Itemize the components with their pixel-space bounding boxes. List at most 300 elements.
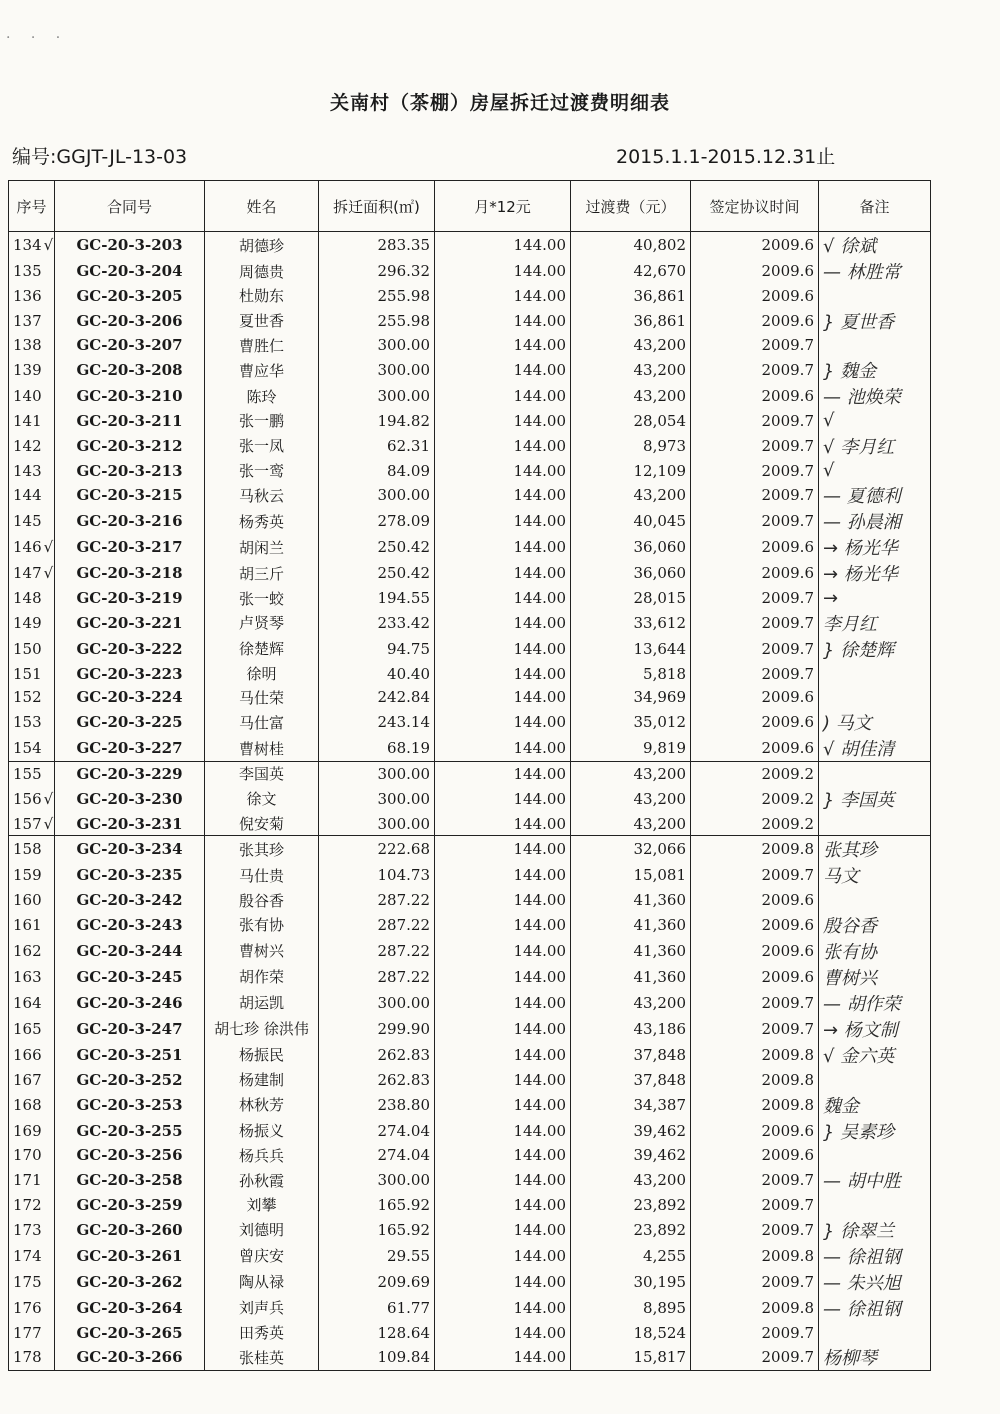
- row-name: 张桂英: [205, 1344, 319, 1371]
- row-monthly: 144.00: [435, 836, 571, 863]
- row-contract: GC-20-3-261: [55, 1243, 205, 1269]
- row-date: 2009.7: [691, 990, 819, 1016]
- row-seq-number: 170: [13, 1146, 42, 1165]
- row-monthly: 144.00: [435, 357, 571, 383]
- row-seq: [9, 610, 55, 636]
- row-seq: [9, 636, 55, 662]
- row-seq: [9, 258, 55, 284]
- row-area: 287.22: [319, 938, 435, 964]
- table-row: [9, 662, 931, 686]
- row-seq-number: 174: [13, 1246, 42, 1265]
- row-contract: GC-20-3-229: [55, 762, 205, 786]
- row-monthly: 144.00: [435, 459, 571, 483]
- row-area: 300.00: [319, 357, 435, 383]
- row-name: 刘攀: [205, 1193, 319, 1217]
- checkmark-icon: √: [43, 789, 54, 808]
- row-fee: 43,200: [571, 482, 691, 508]
- table-row: [9, 383, 931, 409]
- row-area: 194.55: [319, 586, 435, 610]
- table-row: [9, 636, 931, 662]
- row-seq: [9, 1269, 55, 1295]
- table-row: [9, 308, 931, 334]
- row-seq: [9, 990, 55, 1016]
- row-seq-number: 148: [13, 589, 42, 608]
- row-note: ) 马文: [819, 709, 931, 735]
- row-date: 2009.7: [691, 662, 819, 686]
- row-date: 2009.7: [691, 1344, 819, 1371]
- table-row: [9, 1321, 931, 1345]
- row-note: √ 胡佳清: [819, 735, 931, 762]
- row-area: 287.22: [319, 912, 435, 938]
- row-fee: 41,360: [571, 888, 691, 912]
- row-seq: [9, 433, 55, 459]
- col-header-fee: 过渡费（元）: [571, 181, 691, 232]
- row-seq-number: 159: [13, 866, 42, 885]
- row-fee: 4,255: [571, 1243, 691, 1269]
- row-seq-number: 141: [13, 411, 42, 430]
- table-row: [9, 1344, 931, 1371]
- row-monthly: 144.00: [435, 1167, 571, 1193]
- row-date: 2009.8: [691, 1042, 819, 1068]
- table-row: [9, 1243, 931, 1269]
- row-seq: [9, 459, 55, 483]
- table-row: [9, 1144, 931, 1168]
- row-contract: GC-20-3-212: [55, 433, 205, 459]
- row-seq-number: 135: [13, 262, 42, 280]
- row-fee: 43,186: [571, 1016, 691, 1042]
- table-header-row: [9, 181, 931, 232]
- row-name: 胡运凯: [205, 990, 319, 1016]
- row-seq-number: 139: [13, 361, 42, 380]
- row-fee: 35,012: [571, 709, 691, 735]
- row-name: 杨秀英: [205, 508, 319, 534]
- row-monthly: 144.00: [435, 610, 571, 636]
- row-area: 165.92: [319, 1217, 435, 1243]
- row-fee: 37,848: [571, 1068, 691, 1092]
- row-note: 杨柳琴: [819, 1344, 931, 1371]
- row-seq: [9, 1167, 55, 1193]
- row-monthly: 144.00: [435, 662, 571, 686]
- row-area: 242.84: [319, 686, 435, 710]
- row-contract: GC-20-3-245: [55, 964, 205, 990]
- row-seq: [9, 888, 55, 912]
- row-area: 299.90: [319, 1016, 435, 1042]
- row-note: } 魏金: [819, 357, 931, 383]
- row-contract: GC-20-3-203: [55, 232, 205, 259]
- row-monthly: 144.00: [435, 1344, 571, 1371]
- row-date: 2009.6: [691, 534, 819, 560]
- row-seq-number: 154: [13, 739, 42, 758]
- row-fee: 36,060: [571, 560, 691, 586]
- row-fee: 33,612: [571, 610, 691, 636]
- table-row: [9, 686, 931, 710]
- row-area: 233.42: [319, 610, 435, 636]
- row-date: 2009.7: [691, 1217, 819, 1243]
- row-name: 张一鸾: [205, 459, 319, 483]
- row-seq: [9, 1344, 55, 1371]
- row-contract: GC-20-3-227: [55, 735, 205, 762]
- row-name: 卢贤琴: [205, 610, 319, 636]
- row-note: 马文: [819, 862, 931, 888]
- table-row: [9, 334, 931, 358]
- row-fee: 36,861: [571, 308, 691, 334]
- row-name: 徐文: [205, 786, 319, 812]
- row-area: 262.83: [319, 1042, 435, 1068]
- row-area: 300.00: [319, 334, 435, 358]
- row-monthly: 144.00: [435, 636, 571, 662]
- row-monthly: 144.00: [435, 786, 571, 812]
- row-name: 马秋云: [205, 482, 319, 508]
- row-date: 2009.6: [691, 560, 819, 586]
- checkmark-icon: √: [43, 564, 54, 583]
- row-area: 194.82: [319, 409, 435, 433]
- row-area: 300.00: [319, 762, 435, 786]
- row-name: 杨建制: [205, 1068, 319, 1092]
- row-fee: 12,109: [571, 459, 691, 483]
- row-date: 2009.6: [691, 284, 819, 308]
- row-seq: [9, 836, 55, 863]
- row-area: 274.04: [319, 1144, 435, 1168]
- row-note: [819, 334, 931, 358]
- table-row: [9, 284, 931, 308]
- row-contract: GC-20-3-258: [55, 1167, 205, 1193]
- row-note: 张其珍: [819, 836, 931, 863]
- row-note: → 杨光华: [819, 560, 931, 586]
- row-name: 殷谷香: [205, 888, 319, 912]
- row-seq: [9, 586, 55, 610]
- row-contract: GC-20-3-265: [55, 1321, 205, 1345]
- row-seq-number: 147: [13, 564, 42, 583]
- row-monthly: 144.00: [435, 409, 571, 433]
- row-fee: 23,892: [571, 1193, 691, 1217]
- row-monthly: 144.00: [435, 686, 571, 710]
- row-seq: [9, 762, 55, 786]
- row-seq-number: 153: [13, 713, 42, 732]
- row-seq: [9, 662, 55, 686]
- row-contract: GC-20-3-215: [55, 482, 205, 508]
- row-monthly: 144.00: [435, 1193, 571, 1217]
- row-seq-number: 152: [13, 688, 42, 707]
- row-monthly: 144.00: [435, 1269, 571, 1295]
- table-row: [9, 459, 931, 483]
- row-seq: [9, 560, 55, 586]
- row-seq-number: 164: [13, 993, 42, 1012]
- row-date: 2009.6: [691, 686, 819, 710]
- row-seq-number: 137: [13, 311, 42, 330]
- row-area: 238.80: [319, 1092, 435, 1118]
- row-name: 胡七珍 徐洪伟: [205, 1016, 319, 1042]
- row-area: 84.09: [319, 459, 435, 483]
- row-date: 2009.2: [691, 812, 819, 836]
- row-note: [819, 762, 931, 786]
- page-title: 关南村（茶棚）房屋拆迁过渡费明细表: [329, 92, 670, 114]
- row-contract: GC-20-3-243: [55, 912, 205, 938]
- row-seq: [9, 508, 55, 534]
- row-monthly: 144.00: [435, 1118, 571, 1144]
- row-seq-number: 138: [13, 336, 42, 355]
- row-name: 林秋芳: [205, 1092, 319, 1118]
- row-seq: [9, 938, 55, 964]
- row-area: 250.42: [319, 560, 435, 586]
- row-name: 马仕荣: [205, 686, 319, 710]
- row-area: 62.31: [319, 433, 435, 459]
- row-note: 殷谷香: [819, 912, 931, 938]
- col-header-seq: 序号: [9, 181, 55, 232]
- row-seq: [9, 686, 55, 710]
- row-date: 2009.8: [691, 1243, 819, 1269]
- row-fee: 15,081: [571, 862, 691, 888]
- row-seq-number: 178: [13, 1348, 42, 1367]
- row-name: 徐楚辉: [205, 636, 319, 662]
- table-row: [9, 258, 931, 284]
- table-row: [9, 812, 931, 836]
- table-row: [9, 938, 931, 964]
- row-name: 曹树兴: [205, 938, 319, 964]
- row-monthly: 144.00: [435, 1217, 571, 1243]
- table-row: [9, 1167, 931, 1193]
- row-contract: GC-20-3-205: [55, 284, 205, 308]
- row-fee: 43,200: [571, 990, 691, 1016]
- row-date: 2009.8: [691, 836, 819, 863]
- row-contract: GC-20-3-204: [55, 258, 205, 284]
- table-row: [9, 1068, 931, 1092]
- checkmark-icon: √: [43, 236, 54, 254]
- row-monthly: 144.00: [435, 1068, 571, 1092]
- row-fee: 28,054: [571, 409, 691, 433]
- row-seq: [9, 862, 55, 888]
- row-fee: 41,360: [571, 938, 691, 964]
- row-date: 2009.2: [691, 786, 819, 812]
- row-area: 300.00: [319, 812, 435, 836]
- row-name: 曹胜仁: [205, 334, 319, 358]
- row-area: 300.00: [319, 482, 435, 508]
- row-note: √ 金六英: [819, 1042, 931, 1068]
- row-name: 胡闲兰: [205, 534, 319, 560]
- row-seq: [9, 334, 55, 358]
- row-name: 倪安菊: [205, 812, 319, 836]
- row-name: 杨振民: [205, 1042, 319, 1068]
- row-seq-number: 162: [13, 941, 42, 960]
- row-contract: GC-20-3-210: [55, 383, 205, 409]
- row-name: 徐明: [205, 662, 319, 686]
- row-seq-number: 173: [13, 1220, 42, 1239]
- row-seq-number: 136: [13, 286, 42, 305]
- row-note: [819, 1193, 931, 1217]
- row-area: 287.22: [319, 964, 435, 990]
- row-fee: 8,895: [571, 1295, 691, 1321]
- row-seq: [9, 735, 55, 762]
- row-monthly: 144.00: [435, 912, 571, 938]
- table-row: [9, 1295, 931, 1321]
- row-date: 2009.6: [691, 1144, 819, 1168]
- row-fee: 43,200: [571, 357, 691, 383]
- row-monthly: 144.00: [435, 334, 571, 358]
- row-monthly: 144.00: [435, 862, 571, 888]
- row-note: √: [819, 409, 931, 433]
- row-date: 2009.7: [691, 1016, 819, 1042]
- row-fee: 43,200: [571, 334, 691, 358]
- row-seq-number: 150: [13, 639, 42, 658]
- row-name: 胡三斤: [205, 560, 319, 586]
- row-name: 刘德明: [205, 1217, 319, 1243]
- row-monthly: 144.00: [435, 508, 571, 534]
- row-area: 94.75: [319, 636, 435, 662]
- row-fee: 34,387: [571, 1092, 691, 1118]
- row-name: 曹树桂: [205, 735, 319, 762]
- table-row: [9, 409, 931, 433]
- row-seq-number: 149: [13, 613, 42, 632]
- row-date: 2009.8: [691, 1092, 819, 1118]
- row-monthly: 144.00: [435, 560, 571, 586]
- row-monthly: 144.00: [435, 1092, 571, 1118]
- col-header-note: 备注: [819, 181, 931, 232]
- row-contract: GC-20-3-223: [55, 662, 205, 686]
- row-contract: GC-20-3-266: [55, 1344, 205, 1371]
- row-name: 田秀英: [205, 1321, 319, 1345]
- row-area: 61.77: [319, 1295, 435, 1321]
- row-seq: [9, 1295, 55, 1321]
- row-seq: [9, 1068, 55, 1092]
- row-note: 曹树兴: [819, 964, 931, 990]
- row-contract: GC-20-3-264: [55, 1295, 205, 1321]
- row-fee: 13,644: [571, 636, 691, 662]
- row-note: — 朱兴旭: [819, 1269, 931, 1295]
- row-note: [819, 686, 931, 710]
- table-row: [9, 888, 931, 912]
- row-contract: GC-20-3-242: [55, 888, 205, 912]
- row-name: 马仕富: [205, 709, 319, 735]
- row-seq-number: 171: [13, 1171, 42, 1190]
- row-note: √ 李月红: [819, 433, 931, 459]
- row-contract: GC-20-3-244: [55, 938, 205, 964]
- row-seq: [9, 709, 55, 735]
- row-note: — 林胜常: [819, 258, 931, 284]
- row-seq: [9, 1118, 55, 1144]
- row-seq-number: 167: [13, 1070, 42, 1089]
- row-seq: [9, 912, 55, 938]
- row-area: 222.68: [319, 836, 435, 863]
- row-seq: [9, 308, 55, 334]
- row-area: 104.73: [319, 862, 435, 888]
- table-row: [9, 357, 931, 383]
- row-note: — 孙晨湘: [819, 508, 931, 534]
- row-note: } 吴素珍: [819, 1118, 931, 1144]
- row-area: 300.00: [319, 383, 435, 409]
- row-contract: GC-20-3-224: [55, 686, 205, 710]
- row-date: 2009.6: [691, 964, 819, 990]
- row-monthly: 144.00: [435, 1016, 571, 1042]
- row-monthly: 144.00: [435, 482, 571, 508]
- row-name: 刘声兵: [205, 1295, 319, 1321]
- row-seq: [9, 409, 55, 433]
- table-row: [9, 586, 931, 610]
- row-name: 杨兵兵: [205, 1144, 319, 1168]
- row-date: 2009.6: [691, 383, 819, 409]
- row-seq: [9, 1193, 55, 1217]
- row-area: 29.55: [319, 1243, 435, 1269]
- row-name: 张一蛟: [205, 586, 319, 610]
- row-contract: GC-20-3-234: [55, 836, 205, 863]
- row-date: 2009.7: [691, 1193, 819, 1217]
- table-row: [9, 482, 931, 508]
- row-contract: GC-20-3-262: [55, 1269, 205, 1295]
- row-fee: 8,973: [571, 433, 691, 459]
- row-fee: 41,360: [571, 912, 691, 938]
- row-fee: 40,045: [571, 508, 691, 534]
- col-header-area: 拆迁面积(㎡): [319, 181, 435, 232]
- row-fee: 43,200: [571, 762, 691, 786]
- row-date: 2009.6: [691, 888, 819, 912]
- row-date: 2009.8: [691, 1068, 819, 1092]
- row-monthly: 144.00: [435, 990, 571, 1016]
- row-seq: [9, 1321, 55, 1345]
- row-seq: [9, 964, 55, 990]
- row-name: 胡德珍: [205, 232, 319, 259]
- row-note: → 杨光华: [819, 534, 931, 560]
- row-seq: [9, 357, 55, 383]
- row-area: 300.00: [319, 1167, 435, 1193]
- table-row: [9, 990, 931, 1016]
- row-name: 曾庆安: [205, 1243, 319, 1269]
- row-seq-number: 158: [13, 840, 42, 859]
- row-seq-number: 168: [13, 1095, 42, 1114]
- row-seq: [9, 1042, 55, 1068]
- row-contract: GC-20-3-216: [55, 508, 205, 534]
- row-contract: GC-20-3-252: [55, 1068, 205, 1092]
- row-area: 209.69: [319, 1269, 435, 1295]
- row-monthly: 144.00: [435, 308, 571, 334]
- row-fee: 36,060: [571, 534, 691, 560]
- row-seq-number: 140: [13, 387, 42, 406]
- table-row: [9, 862, 931, 888]
- row-date: 2009.2: [691, 762, 819, 786]
- row-fee: 18,524: [571, 1321, 691, 1345]
- row-name: 孙秋霞: [205, 1167, 319, 1193]
- row-area: 255.98: [319, 284, 435, 308]
- row-contract: GC-20-3-222: [55, 636, 205, 662]
- col-header-contract: 合同号: [55, 181, 205, 232]
- row-note: — 胡中胜: [819, 1167, 931, 1193]
- row-area: 296.32: [319, 258, 435, 284]
- row-fee: 37,848: [571, 1042, 691, 1068]
- row-note: 张有协: [819, 938, 931, 964]
- table-row: [9, 1092, 931, 1118]
- row-fee: 36,861: [571, 284, 691, 308]
- table-row: [9, 786, 931, 812]
- row-area: 274.04: [319, 1118, 435, 1144]
- row-contract: GC-20-3-221: [55, 610, 205, 636]
- row-name: 张有协: [205, 912, 319, 938]
- row-monthly: 144.00: [435, 284, 571, 308]
- row-note: [819, 888, 931, 912]
- row-monthly: 144.00: [435, 433, 571, 459]
- row-note: [819, 1321, 931, 1345]
- row-monthly: 144.00: [435, 383, 571, 409]
- relocation-fee-table: [8, 180, 931, 1371]
- row-date: 2009.7: [691, 433, 819, 459]
- row-note: √: [819, 459, 931, 483]
- row-seq: [9, 232, 55, 259]
- table-row: [9, 1118, 931, 1144]
- row-seq-number: 163: [13, 967, 42, 986]
- row-monthly: 144.00: [435, 586, 571, 610]
- row-seq: [9, 1016, 55, 1042]
- row-fee: 41,360: [571, 964, 691, 990]
- row-contract: GC-20-3-217: [55, 534, 205, 560]
- row-contract: GC-20-3-256: [55, 1144, 205, 1168]
- row-date: 2009.6: [691, 735, 819, 762]
- row-seq-number: 161: [13, 915, 42, 934]
